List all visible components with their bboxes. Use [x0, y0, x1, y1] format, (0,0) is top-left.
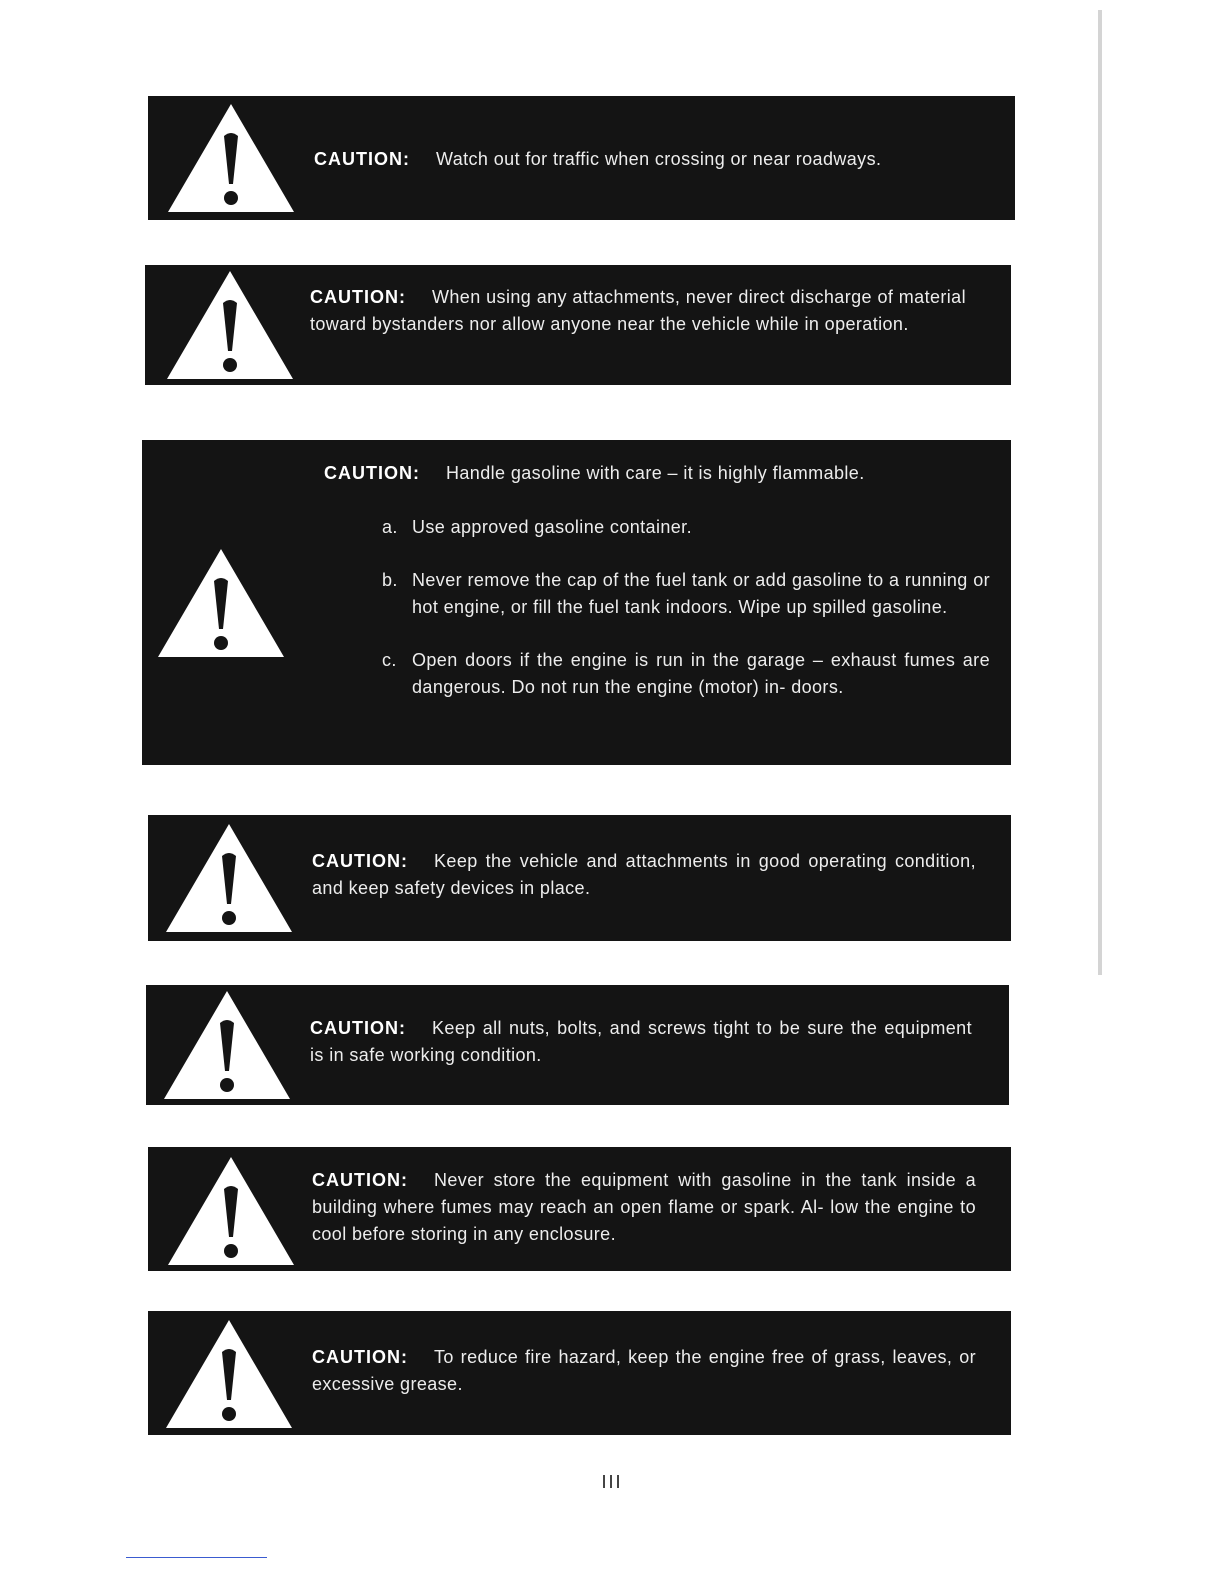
list-item-text: Use approved gasoline container.: [412, 517, 692, 537]
caution-label: CAUTION:: [310, 1018, 406, 1038]
warning-icon: [164, 1316, 294, 1432]
warning-icon: [156, 545, 286, 661]
caution-label: CAUTION:: [312, 1347, 408, 1367]
caution-body: Keep the vehicle and attachments in good operating condition, and keep safety devices in place.: [312, 851, 976, 898]
list-item-letter: a.: [382, 517, 398, 537]
list-item: [382, 647, 990, 701]
list-item-letter: b.: [382, 570, 398, 590]
list-item: [382, 567, 990, 621]
caution-label: CAUTION:: [312, 1170, 408, 1190]
caution-text: [312, 1344, 976, 1398]
warning-icon: [162, 987, 292, 1103]
caution-text: [310, 1015, 972, 1069]
list-item-text: Open doors if the engine is run in the garage – exhaust fumes are dangerous. Do not run the engine (motor) in- doors.: [412, 650, 990, 697]
caution-list: [382, 514, 990, 727]
list-item-letter: c.: [382, 650, 397, 670]
caution-body: Keep all nuts, bolts, and screws tight to be sure the equipment is in safe working condition.: [310, 1018, 972, 1065]
caution-text: [324, 460, 984, 487]
caution-label: CAUTION:: [314, 149, 410, 169]
list-item: [382, 514, 990, 541]
caution-text: [314, 146, 994, 173]
caution-text: [312, 848, 976, 902]
caution-body: When using any attachments, never direct discharge of material toward bystanders nor allow anyone near the vehicle while in operation.: [310, 287, 966, 334]
warning-icon: [165, 267, 295, 383]
caution-box-condition: [148, 815, 1011, 941]
caution-box-storage: [148, 1147, 1011, 1271]
caution-body: Watch out for traffic when crossing or near roadways.: [436, 149, 882, 169]
caution-text: [312, 1167, 976, 1248]
caution-box-fire-hazard: [148, 1311, 1011, 1435]
warning-icon: [166, 1153, 296, 1269]
caution-body: Handle gasoline with care – it is highly flammable.: [446, 463, 865, 483]
warning-icon: [164, 820, 294, 936]
caution-box-traffic: [148, 96, 1015, 220]
caution-box-gasoline: [142, 440, 1011, 765]
caution-label: CAUTION:: [312, 851, 408, 871]
caution-body: To reduce fire hazard, keep the engine free of grass, leaves, or excessive grease.: [312, 1347, 976, 1394]
warning-icon: [166, 100, 296, 216]
bottom-rule: [126, 1557, 267, 1558]
caution-label: CAUTION:: [310, 287, 406, 307]
caution-box-nuts-bolts: [146, 985, 1009, 1105]
caution-box-attachments: [145, 265, 1011, 385]
page-number: III: [601, 1472, 623, 1492]
caution-label: CAUTION:: [324, 463, 420, 483]
list-item-text: Never remove the cap of the fuel tank or add gasoline to a running or hot engine, or fill the fuel tank indoors. Wipe up spilled gasoline.: [412, 570, 990, 617]
caution-body: Never store the equipment with gasoline in the tank inside a building where fumes may reach an open flame or spark. Al- low the engine to cool before storing in any enclosure.: [312, 1170, 976, 1244]
page-edge-rule: [1098, 10, 1102, 975]
caution-text: [310, 284, 966, 338]
